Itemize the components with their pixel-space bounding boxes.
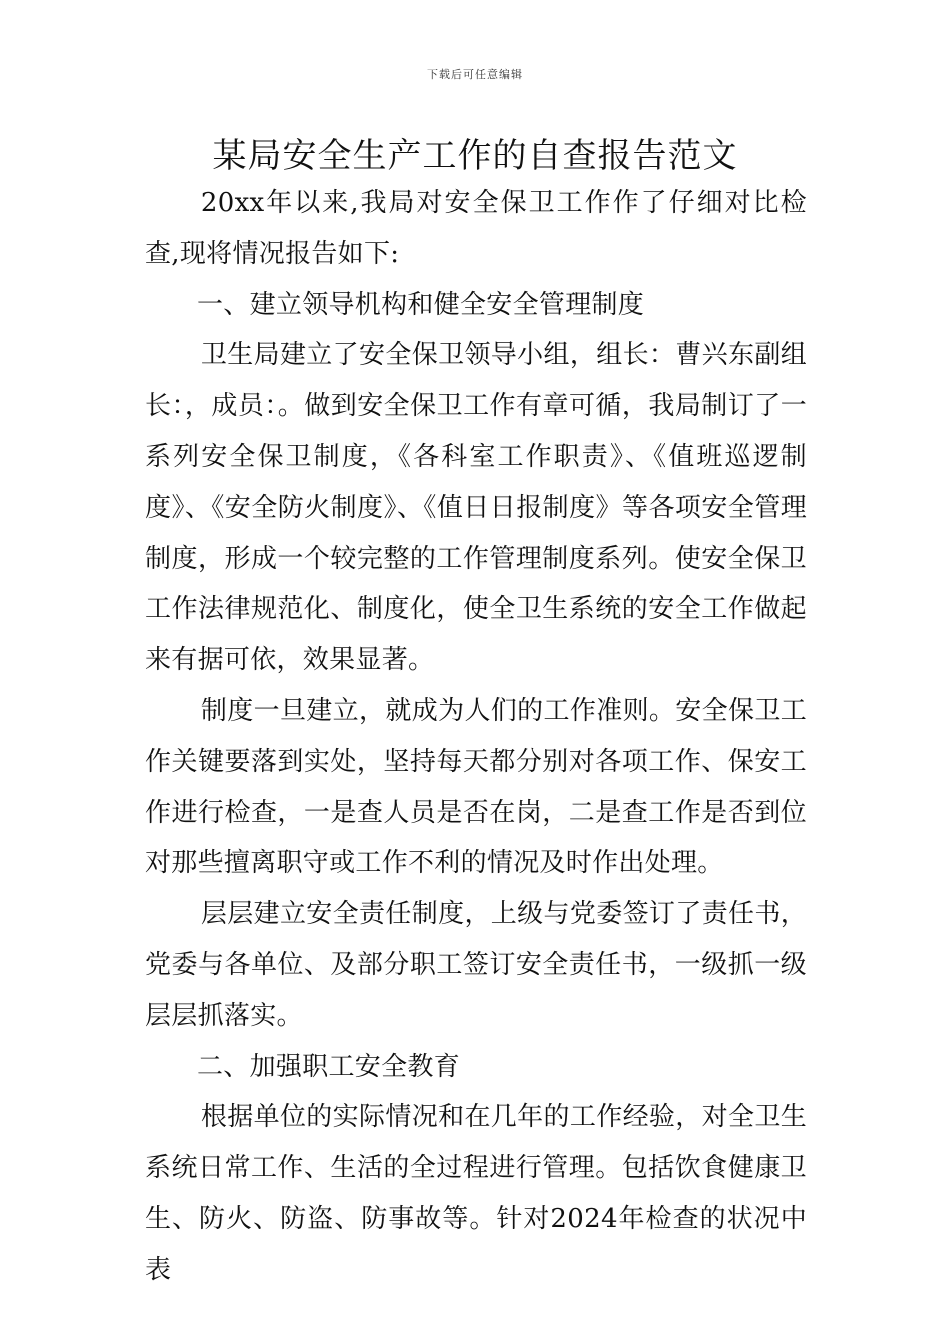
header-note: 下载后可任意编辑 — [427, 68, 523, 81]
document-body — [145, 178, 807, 1296]
paragraph-responsibility: 层层建立安全责任制度，上级与党委签订了责任书，党委与各单位、及部分职工签订安全责任书，一级抓一级层层抓落实。 — [145, 899, 807, 1031]
paragraph-intro: 20xx年以来,我局对安全保卫工作作了仔细对比检查,现将情况报告如下: — [145, 188, 807, 269]
document-title: 某局安全生产工作的自查报告范文 — [212, 136, 738, 176]
paragraph-leadership: 卫生局建立了安全保卫领导小组，组长：曹兴东副组长：，成员：。做到安全保卫工作有章可循，我局制订了一系列安全保卫制度，《各科室工作职责》、《值班巡逻制度》、《安全防火制度》、《值日日报制度》等各项安全管理制度，形成一个较完整的工作管理制度系列。使安全保卫工作法律规范化、制度化，使全卫生系统的安全工作做起来有据可依，效果显著。 — [145, 340, 807, 676]
paragraph-education: 根据单位的实际情况和在几年的工作经验，对全卫生系统日常工作、生活的全过程进行管理。包括饮食健康卫生、防火、防盗、防事故等。针对2024年检查的状况中表 — [145, 1102, 807, 1285]
section-heading-1: 一、建立领导机构和健全安全管理制度 — [197, 289, 645, 320]
section-heading-2: 二、加强职工安全教育 — [197, 1051, 461, 1082]
paragraph-rules: 制度一旦建立，就成为人们的工作准则。安全保卫工作关键要落到实处，坚持每天都分别对各项工作、保安工作进行检查，一是查人员是否在岗，二是查工作是否到位对那些擅离职守或工作不利的情况及时作出处理。 — [145, 695, 807, 879]
